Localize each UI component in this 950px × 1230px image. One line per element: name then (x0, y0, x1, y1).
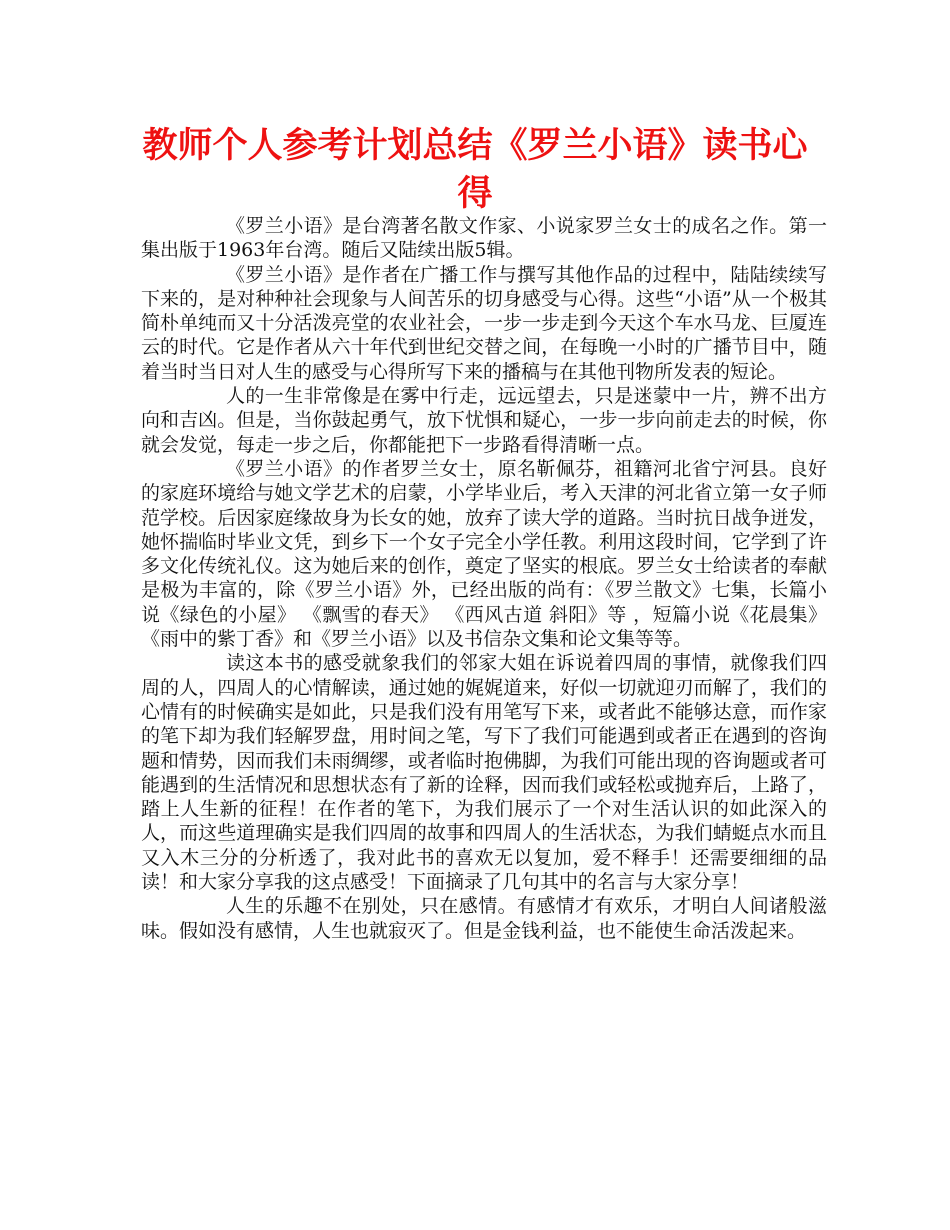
paragraph-4: 《罗兰小语》的作者罗兰女士，原名靳佩芬，祖籍河北省宁河县。良好的家庭环境给与她文学艺术的启蒙，小学毕业后，考入天津的河北省立第一女子师范学校。后因家庭缘故身为长女的她，放弃了读大学的道路。当时抗日战争迸发，她怀揣临时毕业文凭，到乡下一个女子完全小学任教。利用这段时间，它学到了许多文化传统礼仪。这为她后来的创作，奠定了坚实的根底。罗兰女士给读者的奉献是极为丰富的，除《罗兰小语》外，已经出版的尚有：《罗兰散文》七集，长篇小说《绿色的小屋》 《飘雪的春天》 《西风古道 斜阳》等 ，短篇小说《花晨集》《雨中的紫丁香》和《罗兰小语》以及书信杂文集和论文集等等。 (141, 457, 827, 651)
paragraph-3: 人的一生非常像是在雾中行走，远远望去，只是迷蒙中一片，辨不出方向和吉凶。但是，当你鼓起勇气，放下忧惧和疑心，一步一步向前走去的时候，你就会发觉，每走一步之后，你都能把下一步路看得清晰一点。 (141, 385, 827, 456)
document-title: 教师个人参考计划总结《罗兰小语》读书心得 (142, 126, 808, 214)
paragraph-5: 读这本书的感受就象我们的邻家大姐在诉说着四周的事情，就像我们四周的人，四周人的心情解读，通过她的娓娓道来，好似一切就迎刃而解了，我们的心情有的时候确实是如此，只是我们没有用笔写下来，或者此不能够达意，而作家的笔下却为我们轻解罗盘，用时间之笔，写下了我们可能遇到或者正在遇到的咨询题和情势，因而我们未雨绸缪，或者临时抱佛脚，为我们可能出现的咨询题或者可能遇到的生活情况和思想状态有了新的诠释，因而我们或轻松或抛弃后，上路了，踏上人生新的征程！在作者的笔下，为我们展示了一个对生活认识的如此深入的人，而这些道理确实是我们四周的故事和四周人的生活状态，为我们蜻蜓点水而且又入木三分的分析透了，我对此书的喜欢无以复加，爱不释手！还需要细细的品读！和大家分享我的这点感受！下面摘录了几句其中的名言与大家分享！ (141, 652, 827, 894)
paragraph-2: 《罗兰小语》是作者在广播工作与撰写其他作品的过程中，陆陆续续写下来的，是对种种社会现象与人间苦乐的切身感受与心得。这些“小语”从一个极其简朴单纯而又十分活泼亮堂的农业社会，一步一步走到今天这个车水马龙、巨厦连云的时代。它是作者从六十年代到世纪交替之间，在每晚一小时的广播节目中，随着当时当日对人生的感受与心得所写下来的播稿与在其他刊物所发表的短论。 (141, 263, 827, 383)
paragraph-6: 人生的乐趣不在别处，只在感情。有感情才有欢乐，才明白人间诸般滋味。假如没有感情，人生也就寂灭了。但是金钱利益，也不能使生命活泼起来。 (141, 895, 827, 942)
paragraph-1: 《罗兰小语》是台湾著名散文作家、小说家罗兰女士的成名之作。第一集出版于1963年台湾。随后又陆续出版5辑。 (141, 215, 827, 262)
document-body (141, 214, 827, 943)
